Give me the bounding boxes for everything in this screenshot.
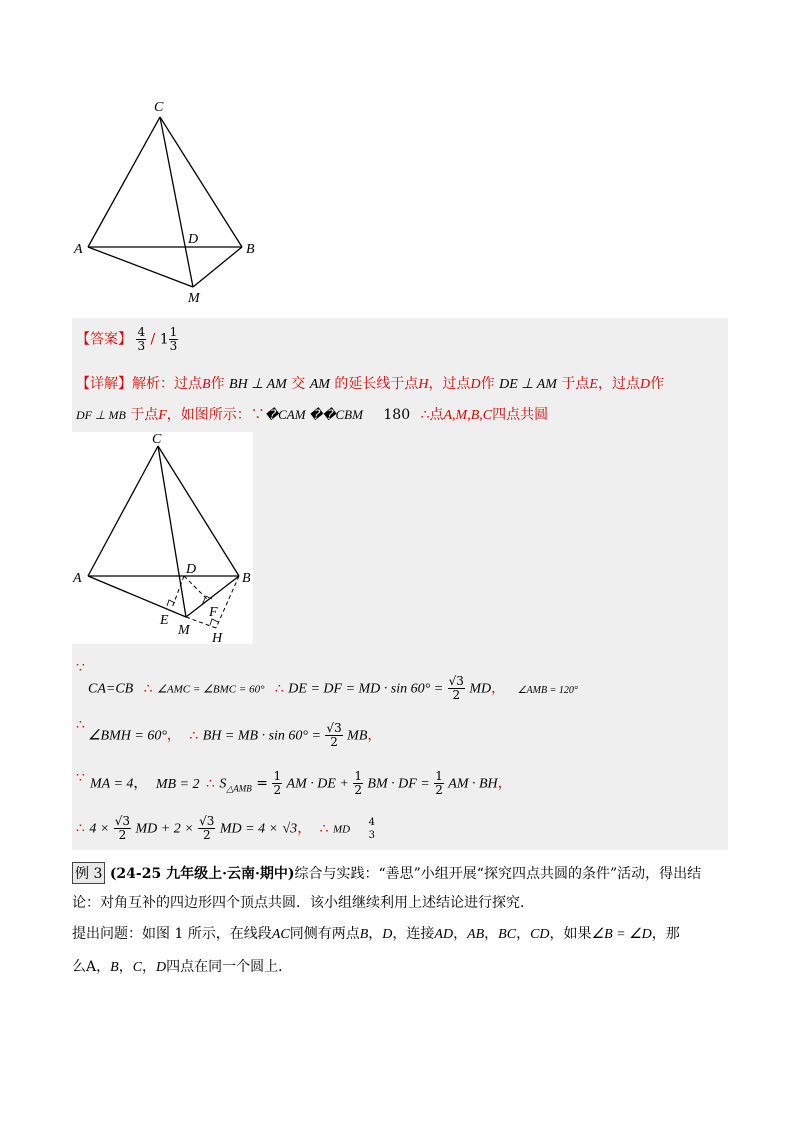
example-line-3: 提出问题：如图 1 所示，在线段AC同侧有两点B，D，连接AD，AB，BC，CD，如果∠B = ∠D，那 — [72, 926, 680, 942]
math-line-3: ∵ — [76, 770, 85, 786]
detail-tag: 【详解】 — [76, 376, 132, 392]
fig1-label-b: B — [246, 242, 255, 257]
figure-1 — [68, 95, 268, 305]
answer-tag: 【答案】 — [76, 331, 132, 348]
fig1-label-m: M — [188, 291, 200, 305]
answer-mixed-whole: 1 — [159, 331, 169, 348]
example-line-2: 论：对角互补的四边形四个顶点共圆．该小组继续利用上述结论进行探究． — [72, 895, 534, 911]
fig2-label-a: A — [73, 571, 82, 586]
answer-slash: / — [150, 331, 156, 348]
math-line-1: ∵ — [76, 660, 85, 676]
figure-2 — [72, 432, 253, 644]
example-source: (24-25 九年级上·云南·期中) — [109, 866, 295, 882]
answer-mixed-fraction: $\frac{1}{3}$ — [169, 325, 178, 353]
fig1-label-a: A — [74, 242, 83, 257]
detail-line-2: DF ⊥ MB 于点F，如图所示：∵�CAM ��CBM 180 ∴点A,M,B,C四点共圆 — [76, 407, 549, 423]
example-tag: 例 3 — [72, 862, 105, 884]
fig1-label-d: D — [188, 232, 199, 247]
example-line-1 — [72, 862, 701, 884]
detail-line-1: 【详解】解析：过点B作 BH ⊥ AM 交 AM 的延长线于点H，过点D作 DE ⊥ AM 于点E，过点D作 — [76, 376, 665, 392]
fig2-label-h: H — [212, 631, 223, 644]
math-line-1b: CA=CB ∴ ∠AMC = ∠BMC = 60° ∴ DE = DF = MD · sin 60° = $\frac{√3}{2}$ MD， ∠AMB = 120° — [88, 674, 578, 702]
example-text-1: 综合与实践：“善思”小组开展“探究四点共圆的条件”活动，得出结 — [294, 866, 702, 882]
fig2-label-d: D — [186, 562, 197, 577]
answer-line — [76, 326, 178, 353]
fig2-label-e: E — [160, 613, 169, 628]
fig1-label-c: C — [154, 100, 164, 115]
fig2-label-c: C — [152, 432, 162, 447]
fig2-label-m: M — [178, 623, 190, 638]
fig2-label-f: F — [209, 605, 218, 620]
math-line-2: ∴ — [76, 717, 85, 733]
math-line-2b: ∠BMH = 60°， ∴ BH = MB · sin 60° = $\frac{√3}{2}$ MB， — [88, 721, 382, 749]
math-line-3b: MA = 4， MB = 2 ∴ $S_{\triangle AMB}$ = $\frac{1}{2}$ AM · DE + $\frac{1}{2}$ BM · DF = $\frac{1}{2}$ AM · BH， — [90, 769, 512, 797]
answer-fraction: $\frac{4}{3}$ — [137, 325, 146, 353]
example-line-4: 么A，B，C，D四点在同一个圆上． — [72, 959, 293, 975]
fig2-label-b: B — [242, 571, 251, 586]
math-line-4: ∴ 4 × $\frac{√3}{2}$ MD + 2 × $\frac{√3}{2}$ MD = 4 × √3， ∴ MD 4 3 — [76, 814, 375, 842]
